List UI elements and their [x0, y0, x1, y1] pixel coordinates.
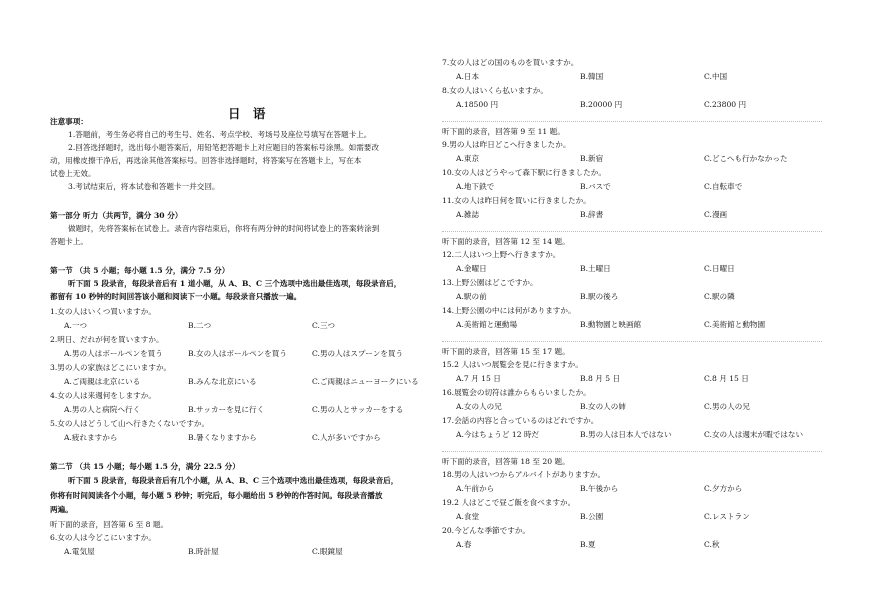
- question-13: 13.上野公園はどこですか。: [442, 278, 538, 287]
- section2-instructions: 你将有时间阅读各个小题，每小题 5 秒钟；听完后，每小题给出 5 秒钟的作答时间。每段录音播放: [50, 491, 383, 500]
- option-a: A.金曜日: [456, 264, 487, 273]
- notice-item: 3.考试结束后，将本试卷和答题卡一并交回。: [68, 182, 220, 191]
- option-a: A.雑誌: [456, 210, 480, 219]
- option-c: C.ご両親はニューヨークにいる: [312, 377, 419, 386]
- option-a: A.日本: [456, 72, 480, 81]
- option-a: A.地下鉄で: [456, 182, 495, 191]
- option-a: A.駅の前: [456, 292, 487, 301]
- option-c: C.漫画: [704, 210, 728, 219]
- section2-instructions: 两遍。: [50, 505, 73, 514]
- option-a: A.美術館と運動場: [456, 320, 518, 329]
- option-c: C.駅の隣: [704, 292, 735, 301]
- option-b: B.土曜日: [580, 264, 611, 273]
- section1-instructions: 都留有 10 秒钟的时间回答该小题和阅读下一小题。每段录音只播放一遍。: [50, 292, 302, 301]
- notice-item: 试卷上无效。: [50, 169, 96, 178]
- option-b: B.新宿: [580, 154, 604, 163]
- part1-heading: 第一部分 听力（共两节，满分 30 分）: [50, 211, 183, 220]
- question-2: 2.明日、だれが何を買いますか。: [50, 335, 164, 344]
- divider: [442, 341, 822, 342]
- question-9: 9.男の人は昨日どこへ行きましたか。: [442, 140, 571, 149]
- group-heading: 听下面的录音，回答第 9 至 11 题。: [442, 127, 565, 136]
- option-c: C.男の人とサッカーをする: [312, 405, 404, 414]
- option-c: C.自転車で: [704, 182, 743, 191]
- option-a: A.7 月 15 日: [456, 374, 501, 383]
- option-c: C.男の人はスプーンを買う: [312, 349, 404, 358]
- option-a: A.電気屋: [64, 547, 95, 556]
- option-a: A.男の人と病院へ行く: [64, 405, 141, 414]
- question-3: 3.男の人の家族はどこにいますか。: [50, 363, 172, 372]
- question-8: 8.女の人はいくら払いますか。: [442, 86, 548, 95]
- option-c: C.中国: [704, 72, 728, 81]
- group-heading: 听下面的录音，回答第 15 至 17 题。: [442, 347, 570, 356]
- option-a: A.春: [456, 540, 472, 549]
- question-5: 5.女の人はどうして山へ行きたくないですか。: [50, 419, 210, 428]
- notice-item: 动，用橡皮擦干净后，再选涂其他答案标号。回答非选择题时，将答案写在答题卡上，写在本: [50, 156, 362, 165]
- question-1: 1.女の人はいくつ買いますか。: [50, 307, 156, 316]
- section1-instructions: 听下面 5 段录音，每段录音后有 1 道小题，从 A、B、C 三个选项中选出最佳选项，每段录音后，: [68, 279, 402, 288]
- option-a: A.食堂: [456, 512, 480, 521]
- question-11: 11.女の人は昨日何を買いに行きましたか。: [442, 196, 591, 205]
- group-heading: 听下面的录音，回答第 12 至 14 题。: [442, 237, 570, 246]
- part1-intro: 做题时，先将答案标在试卷上。录音内容结束后，你将有两分钟的时间将试卷上的答案转涂到: [68, 224, 380, 233]
- option-c: C.秋: [704, 540, 720, 549]
- section1-heading: 第一节 （共 5 小题；每小题 1.5 分，满分 7.5 分）: [50, 266, 230, 275]
- option-c: C.美術館と動物園: [704, 320, 766, 329]
- option-c: C.レストラン: [704, 512, 750, 521]
- option-a: A.今はちょうど 12 時だ: [456, 430, 540, 439]
- option-a: A.午前から: [456, 484, 495, 493]
- question-7: 7.女の人はどの国のものを買いますか。: [442, 58, 579, 67]
- option-b: B.みんな北京にいる: [188, 377, 257, 386]
- option-b: B.公園: [580, 512, 604, 521]
- option-b: B.夏: [580, 540, 596, 549]
- option-c: C.23800 円: [704, 100, 747, 109]
- question-14: 14.上野公園の中には何がありますか。: [442, 306, 576, 315]
- divider: [442, 121, 822, 122]
- option-b: B.女の人の姉: [580, 402, 626, 411]
- option-b: B.時計屋: [188, 547, 219, 556]
- question-20: 20.今どんな季節ですか。: [442, 526, 531, 535]
- question-17: 17.会話の内容と合っているのはどれですか。: [442, 416, 599, 425]
- option-c: C.三つ: [312, 321, 336, 330]
- divider: [442, 451, 822, 452]
- question-18: 18.男の人はいつからアルバイトがありますか。: [442, 470, 606, 479]
- question-6: 6.女の人は今どこにいますか。: [50, 533, 156, 542]
- option-b: B.動物園と映画館: [580, 320, 642, 329]
- option-b: B.8 月 5 日: [580, 374, 621, 383]
- option-b: B.20000 円: [580, 100, 623, 109]
- notice-item: 2.回答选择题时，选出每小题答案后，用铅笔把答题卡上对应题目的答案标号涂黑。如需要改: [68, 143, 379, 152]
- notice-item: 1.答题前，考生务必将自己的考生号、姓名、考点学校、考场号及座位号填写在答题卡上。: [68, 130, 372, 139]
- section2-instructions: 听下面 5 段录音，每段录音后有几个小题，从 A、B、C 三个选项中选出最佳选项，每段录音后，: [68, 476, 399, 485]
- option-b: B.バスで: [580, 182, 611, 191]
- option-b: B.韓国: [580, 72, 604, 81]
- question-12: 12.二人はいつ上野へ行きますか。: [442, 250, 561, 259]
- option-a: A.18500 円: [456, 100, 499, 109]
- question-4: 4.女の人は来週何をしますか。: [50, 391, 156, 400]
- option-c: C.どこへも行かなかった: [704, 154, 788, 163]
- option-b: B.サッカーを見に行く: [188, 405, 265, 414]
- question-19: 19.2 人はどこで昼ご飯を食べますか。: [442, 498, 576, 507]
- option-a: A.女の人の兄: [456, 402, 502, 411]
- option-c: C.女の人は週末が暇ではない: [704, 430, 804, 439]
- notice-heading: 注意事项：: [50, 117, 88, 126]
- part1-intro: 答题卡上。: [50, 237, 88, 246]
- divider: [442, 231, 822, 232]
- option-b: B.午後から: [580, 484, 619, 493]
- group-heading: 听下面的录音，回答第 18 至 20 题。: [442, 457, 570, 466]
- option-a: A.疲れますから: [64, 433, 118, 442]
- option-c: C.眼鏡屋: [312, 547, 343, 556]
- option-c: C.男の人の兄: [704, 402, 750, 411]
- option-a: A.東京: [456, 154, 480, 163]
- option-b: B.辞書: [580, 210, 604, 219]
- option-b: B.駅の後ろ: [580, 292, 619, 301]
- option-c: C.夕方から: [704, 484, 743, 493]
- option-c: C.人が多いですから: [312, 433, 381, 442]
- option-c: C.8 月 15 日: [704, 374, 749, 383]
- option-b: B.暑くなりますから: [188, 433, 257, 442]
- option-a: A.一つ: [64, 321, 88, 330]
- option-a: A.男の人はボールペンを買う: [64, 349, 163, 358]
- option-b: B.二つ: [188, 321, 212, 330]
- option-b: B.女の人はボールペンを買う: [188, 349, 287, 358]
- group-heading: 听下面的录音，回答第 6 至 8 题。: [50, 520, 169, 529]
- option-b: B.男の人は日本人ではない: [580, 430, 672, 439]
- question-15: 15.2 人はいつ展覧会を見に行きますか。: [442, 360, 583, 369]
- question-10: 10.女の人はどうやって森下駅に行きましたか。: [442, 168, 606, 177]
- section2-heading: 第二节 （共 15 小题；每小题 1.5 分，满分 22.5 分）: [50, 462, 240, 471]
- page-title: 日 语: [228, 106, 270, 121]
- option-c: C.日曜日: [704, 264, 735, 273]
- question-16: 16.展覧会の切符は誰からもらいましたか。: [442, 388, 591, 397]
- option-a: A.ご両親は北京にいる: [64, 377, 141, 386]
